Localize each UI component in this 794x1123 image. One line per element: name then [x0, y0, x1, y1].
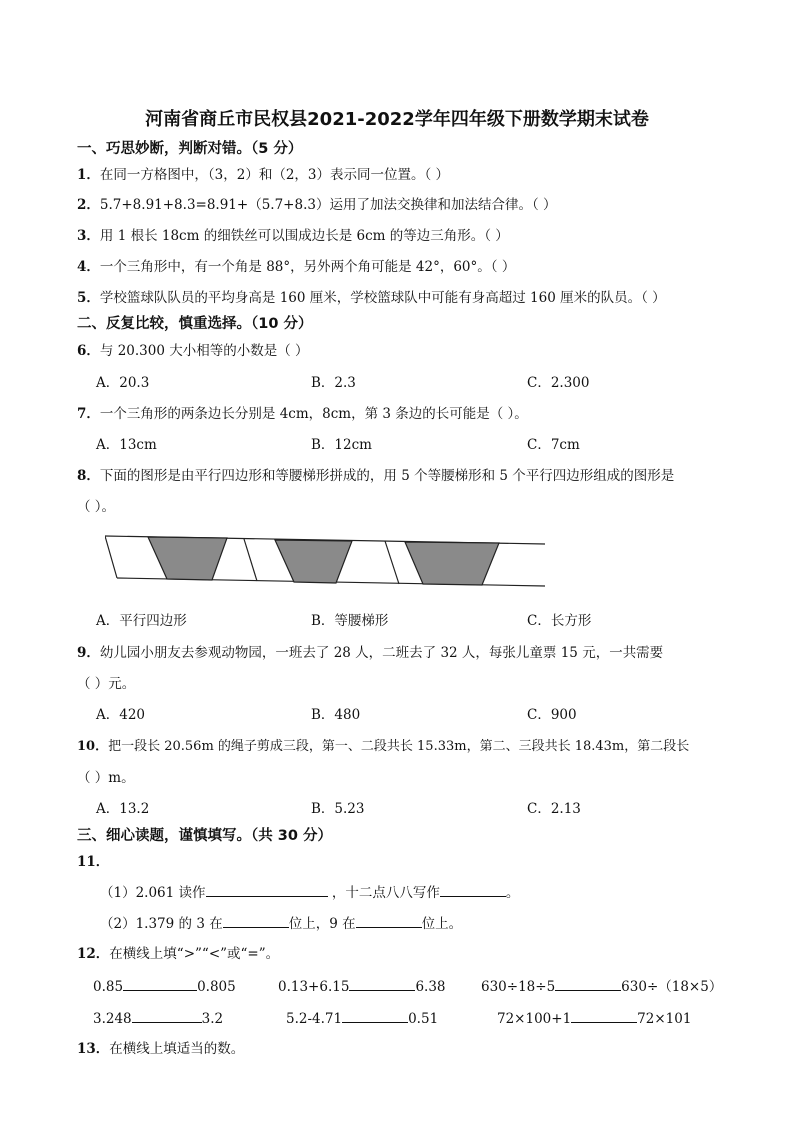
answer-blank[interactable]	[356, 913, 422, 928]
question-12	[77, 944, 279, 964]
question-text: 学校篮球队队员的平均身高是 160 厘米，学校篮球队中可能有身高超过 160 厘米的队员。（ ）	[99, 290, 666, 306]
question-text: 把一段长 20.56m 的绳子剪成三段，第一、二段共长 15.33m，第二、三段共长 18.43m，第二段长	[108, 739, 690, 754]
trapezoid-3	[405, 542, 499, 585]
prompt-text: （1）2.061 读作	[100, 885, 206, 901]
option-a[interactable]: A．13cm	[96, 437, 157, 453]
page-title: 河南省商丘市民权县2021-2022学年四年级下册数学期末试卷	[145, 109, 649, 130]
question-1	[77, 165, 449, 185]
section-heading: 二、反复比较，慎重选择。（10 分）	[77, 316, 313, 332]
answer-blank[interactable]	[223, 913, 289, 928]
right-expression: 3.2	[201, 1011, 224, 1027]
question-text: 5.7+8.91+8.3=8.91+（5.7+8.3）运用了加法交换律和加法结合律。（ ）	[99, 197, 557, 213]
trapezoid-1	[148, 537, 227, 580]
trapezoid-strip-figure	[105, 532, 545, 590]
option-b[interactable]: B．5.23	[311, 801, 365, 817]
option-b[interactable]: B．2.3	[311, 375, 356, 391]
left-expression: 0.13+6.15	[278, 979, 350, 995]
question-text: 幼儿园小朋友去参观动物园，一班去了 28 人，二班去了 32 人，每张儿童票 15 元，一共需要	[99, 645, 664, 661]
question-6	[77, 341, 309, 361]
question-2	[77, 195, 557, 215]
left-expression: 5.2-4.71	[286, 1011, 343, 1027]
answer-blank[interactable]	[571, 1008, 637, 1023]
divider-line	[244, 539, 257, 581]
prompt-text: 。	[505, 885, 520, 901]
question-text: 与 20.300 大小相等的小数是（ ）	[99, 343, 309, 359]
compare-item	[93, 1008, 223, 1029]
section-heading: 三、细心读题，谨慎填写。（共 30 分）	[77, 828, 333, 844]
question-3	[77, 226, 509, 246]
answer-blank[interactable]	[440, 882, 506, 897]
right-expression: 6.38	[415, 979, 446, 995]
right-expression: 72×101	[637, 1011, 692, 1027]
option-b[interactable]: B．12cm	[311, 437, 372, 453]
question-number: 7．	[77, 406, 100, 422]
option-b[interactable]: B．480	[311, 707, 361, 723]
question-text: 下面的图形是由平行四边形和等腰梯形拼成的，用 5 个等腰梯形和 5 个平行四边形组成的图形是	[99, 468, 675, 484]
right-expression: 0.805	[197, 979, 236, 995]
option-a[interactable]: A．420	[96, 707, 146, 723]
question-text: 一个三角形中，有一个角是 88°，另外两个角可能是 42°，60°。（ ）	[99, 259, 516, 275]
question-11-part-2	[100, 913, 462, 934]
left-expression: 72×100+1	[497, 1011, 572, 1027]
option-c[interactable]: C．2.13	[527, 801, 581, 817]
left-expression: 630÷18÷5	[481, 979, 556, 995]
question-9	[77, 643, 663, 663]
question-4	[77, 257, 515, 277]
answer-blank[interactable]	[132, 1008, 202, 1023]
question-11-part-1	[100, 882, 519, 903]
answer-blank[interactable]	[342, 1008, 408, 1023]
question-8-continuation: （ ）。	[77, 499, 116, 515]
compare-item	[93, 976, 236, 997]
question-number: 3．	[77, 228, 100, 244]
question-5	[77, 288, 666, 308]
question-13	[77, 1039, 244, 1059]
compare-item	[278, 976, 446, 997]
question-8	[77, 466, 674, 486]
left-expression: 3.248	[93, 1011, 132, 1027]
question-7	[77, 404, 528, 424]
option-c[interactable]: C．2.300	[527, 375, 590, 391]
prompt-text: （2）1.379 的 3 在	[100, 916, 223, 932]
prompt-text: 位上。	[421, 916, 463, 932]
question-11-number: 11．	[77, 854, 110, 870]
question-number: 5．	[77, 290, 100, 306]
divider-line	[385, 541, 399, 584]
right-expression: 630÷（18×5）	[621, 979, 723, 995]
question-number: 4．	[77, 259, 100, 275]
question-text: 用 1 根长 18cm 的细铁丝可以围成边长是 6cm 的等边三角形。（ ）	[99, 228, 509, 244]
question-10	[77, 737, 689, 757]
option-a[interactable]: A．20.3	[96, 375, 150, 391]
answer-blank[interactable]	[123, 976, 197, 991]
answer-blank[interactable]	[555, 976, 621, 991]
question-text: 在横线上填适当的数。	[109, 1041, 245, 1057]
prompt-text: ，十二点八八写作	[331, 885, 440, 901]
question-number: 10．	[77, 739, 109, 754]
strip-left-edge	[105, 536, 117, 578]
question-text: 在同一方格图中，（3，2）和（2，3）表示同一位置。（ ）	[99, 167, 450, 183]
question-number: 13．	[77, 1041, 110, 1057]
section-heading: 一、巧思妙断，判断对错。（5 分）	[77, 141, 303, 157]
right-expression: 0.51	[408, 1011, 439, 1027]
compare-item	[481, 976, 722, 997]
question-9-continuation: （ ）元。	[77, 676, 136, 692]
question-number: 1．	[77, 167, 100, 183]
question-number: 2．	[77, 197, 100, 213]
question-10-continuation: （ ）m。	[77, 770, 135, 786]
question-number: 9．	[77, 645, 100, 661]
option-b[interactable]: B．等腰梯形	[311, 613, 389, 629]
trapezoid-2	[275, 540, 352, 583]
question-text: 在横线上填“>”“<”或“=”。	[109, 946, 280, 962]
compare-item	[497, 1008, 691, 1029]
question-text: 一个三角形的两条边长分别是 4cm，8cm，第 3 条边的长可能是（ ）。	[99, 406, 528, 422]
question-number: 8．	[77, 468, 100, 484]
question-number: 12．	[77, 946, 110, 962]
question-number: 6．	[77, 343, 100, 359]
answer-blank[interactable]	[206, 882, 328, 897]
prompt-text: 位上，9 在	[288, 916, 356, 932]
left-expression: 0.85	[93, 979, 124, 995]
answer-blank[interactable]	[349, 976, 415, 991]
compare-item	[286, 1008, 438, 1029]
option-c[interactable]: C．7cm	[527, 437, 580, 453]
option-a[interactable]: A．13.2	[96, 801, 150, 817]
option-c[interactable]: C．900	[527, 707, 577, 723]
option-a[interactable]: A．平行四边形	[96, 613, 187, 629]
option-c[interactable]: C．长方形	[527, 613, 592, 629]
